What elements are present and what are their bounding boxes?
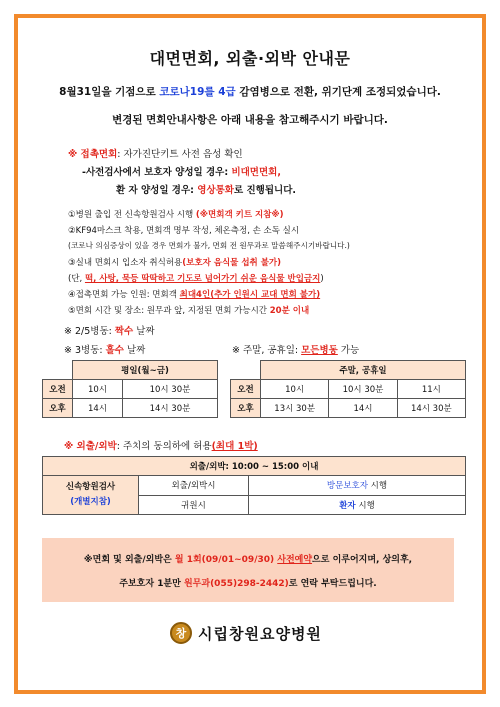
rule-text: ③실내 면회시 입소자 취식허용	[68, 258, 183, 268]
table-corner	[43, 361, 73, 380]
patient-positive-result: 영상통화	[197, 185, 234, 196]
time-cell: 10시	[73, 380, 123, 399]
ward-tail: 날짜	[133, 326, 155, 337]
rule-item-1	[68, 208, 284, 220]
time-cell: 14시 30분	[397, 399, 465, 418]
ward-25-line	[64, 323, 155, 337]
contact-visit-desc: : 자가진단키트 사전 음성 확인	[117, 149, 243, 160]
weekend-tail: 가능	[337, 345, 360, 356]
notice-line-1	[42, 552, 454, 565]
row-label: 오후	[43, 399, 73, 418]
weekend-header: 주말, 공휴일	[261, 361, 466, 380]
time-cell: 10시	[261, 380, 329, 399]
outing-header: 외출/외박: 10:00 ~ 15:00 이내	[43, 457, 466, 476]
outing-table	[42, 456, 466, 515]
notice-text: 로 연락 부탁드립니다.	[288, 579, 377, 589]
rule-highlight: (추가 인원시 교대 면회 불가)	[210, 290, 321, 300]
outing-who: 환자	[339, 500, 356, 511]
hospital-logo	[170, 622, 322, 644]
ward-3-line	[64, 342, 145, 356]
table-corner	[231, 361, 261, 380]
outing-heading	[64, 438, 258, 452]
rule-item-3	[68, 256, 281, 268]
rule-item-3-note	[68, 272, 324, 284]
table-row	[231, 399, 466, 418]
outing-action	[249, 476, 466, 496]
table-row	[43, 380, 218, 399]
rule-highlight: (보호자 음식물 섭취 불가)	[182, 258, 282, 268]
notice-frame	[14, 14, 486, 694]
page-title: 대면면회, 외출·외박 안내문	[149, 49, 351, 68]
row-label: 오전	[231, 380, 261, 399]
outing-act: 시행	[367, 481, 388, 492]
hospital-name: 시립창원요양병원	[198, 624, 322, 643]
weekday-header: 평일(월~금)	[73, 361, 218, 380]
rule-text: ④접촉면회 가능 인원: 면회객	[68, 290, 180, 300]
ward-label: ※ 3병동:	[64, 345, 106, 356]
test-label: 신속항원검사	[65, 482, 116, 492]
notice-highlight: 월 1회(09/01~09/30)	[174, 555, 275, 565]
rule-highlight: (※면회객 키트 지참※)	[195, 210, 284, 220]
outing-action	[249, 495, 466, 515]
intro-line-1	[18, 84, 482, 99]
intro-text: 8월31일을 기점으로	[59, 86, 160, 98]
ward-day: 홀수	[105, 345, 124, 356]
rule-text: (단,	[68, 274, 85, 284]
weekday-schedule-table	[42, 360, 218, 418]
ward-label: ※ 2/5병동:	[64, 326, 115, 337]
weekend-line	[232, 342, 359, 356]
outing-desc: : 주치의 동의하에 허용	[116, 441, 212, 452]
notice-text: 으로 이루어지며, 상의후,	[312, 555, 413, 565]
row-label: 오전	[43, 380, 73, 399]
time-cell: 10시 30분	[329, 380, 397, 399]
rule-item-2: ②KF94마스크 착용, 면회객 명부 작성, 체온측정, 손 소독 실시	[68, 226, 300, 236]
rule-text: )	[320, 274, 324, 284]
intro-line-2: 변경된 면회안내사항은 아래 내용을 참고해주시기 바랍니다.	[112, 114, 388, 126]
weekend-wards: 모든병동	[301, 345, 338, 356]
time-cell: 10시 30분	[122, 380, 217, 399]
guardian-positive-result: 비대면면회,	[231, 167, 281, 178]
outing-when: 외출/외박시	[139, 476, 249, 496]
rule-item-5	[68, 304, 309, 316]
patient-positive-text: 환 자 양성일 경우:	[116, 185, 198, 196]
notice-line-2	[42, 576, 454, 589]
table-row	[43, 399, 218, 418]
time-cell: 14시 30분	[122, 399, 217, 418]
intro-highlight: 코로나19를 4급	[159, 86, 236, 98]
rule-text: ⑤면회 시간 및 장소: 원무과 앞, 지정된 면회 가능시간	[68, 306, 270, 316]
outing-when: 귀원시	[139, 495, 249, 515]
weekend-label: ※ 주말, 공휴일:	[232, 345, 302, 356]
time-cell: 14시	[329, 399, 397, 418]
contact-visit-heading	[68, 146, 243, 160]
patient-positive-line	[116, 182, 296, 196]
table-row	[231, 380, 466, 399]
outing-who: 방문보호자	[326, 481, 368, 492]
test-label-cell	[43, 476, 139, 515]
reservation-notice	[42, 538, 454, 602]
outing-act: 시행	[355, 500, 375, 511]
test-sub-label: (개별지참)	[70, 497, 111, 507]
notice-text: 주보호자 1분만	[119, 579, 184, 589]
rule-highlight: 떡, 사탕, 묵등 딱딱하고 기도로 넘어가기 쉬운 음식물 반입금지	[84, 274, 321, 284]
contact-visit-label: ※ 접촉면회	[68, 149, 118, 160]
ward-tail: 날짜	[123, 345, 146, 356]
outing-limit: (최대 1박)	[211, 441, 258, 452]
weekend-schedule-table	[230, 360, 466, 418]
rule-highlight: 20분 이내	[269, 306, 310, 316]
notice-text: ※면회 및 외출/외박은	[83, 555, 175, 565]
time-cell: 11시	[397, 380, 465, 399]
time-cell: 14시	[73, 399, 123, 418]
rule-item-4	[68, 288, 320, 300]
rule-highlight: 최대4인	[179, 290, 211, 300]
time-cell: 13시 30분	[261, 399, 329, 418]
intro-text: 감염병으로 전환, 위기단계 조정되었습니다.	[235, 86, 441, 98]
guardian-positive-text: -사전검사에서 보호자 양성일 경우:	[82, 167, 232, 178]
row-label: 오후	[231, 399, 261, 418]
notice-highlight: 사전예약	[277, 555, 313, 565]
notice-phone: 원무과(055)298-2442)	[183, 579, 289, 589]
table-row	[43, 476, 466, 496]
rule-text: ①병원 출입 전 신속항원검사 시행	[68, 210, 196, 220]
ward-day: 짝수	[114, 326, 134, 337]
patient-positive-tail: 로 진행됩니다.	[234, 185, 296, 196]
rule-item-2-note: (코로나 의심증상이 있을 경우 면회가 불가, 면회 전 원무과로 말씀해주시기바랍니다.)	[68, 241, 350, 250]
outing-label: ※ 외출/외박	[64, 441, 117, 452]
hospital-emblem-icon: 창	[170, 622, 192, 644]
guardian-positive-line	[82, 164, 281, 178]
